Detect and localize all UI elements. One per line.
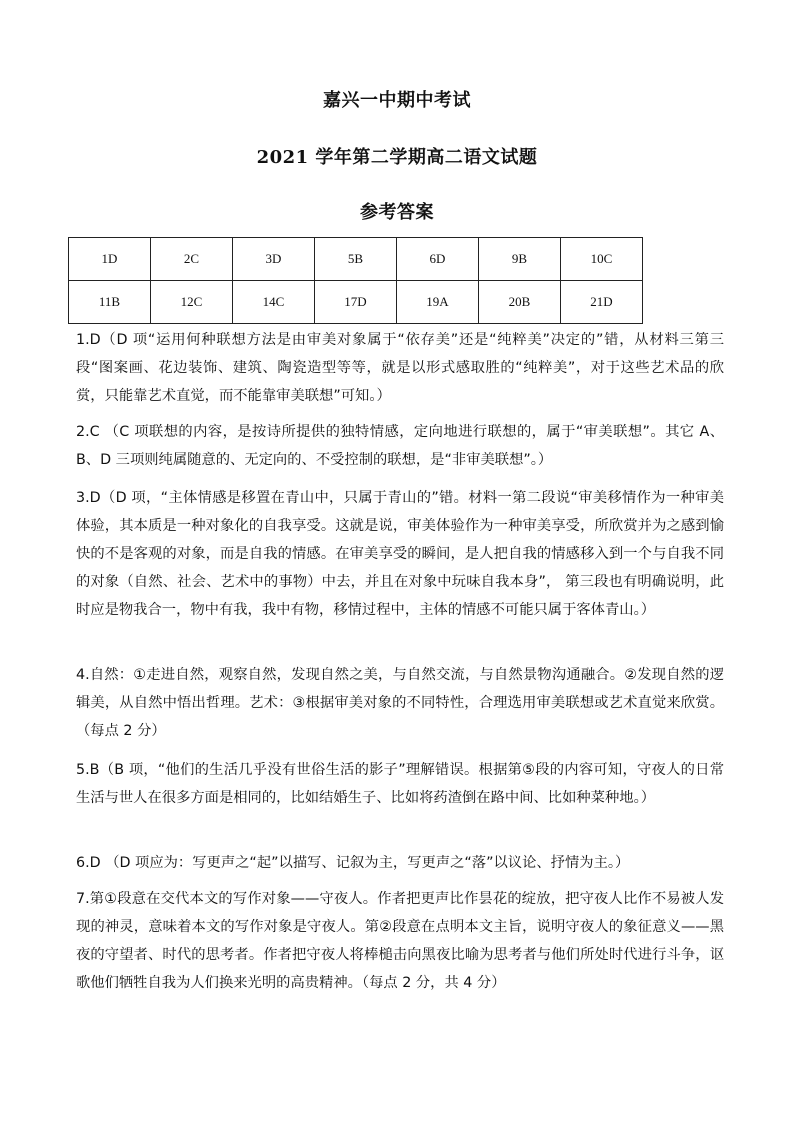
answer-key-table (68, 237, 643, 324)
answer-explanation-4: 4.自然：①走进自然，观察自然，发现自然之美，与自然交流，与自然景物沟通融合。②发现自然的逻辑美，从自然中悟出哲理。艺术：③根据审美对象的不同特性，合理选用审美联想或艺术直觉来欣赏。（每点 2 分） (76, 667, 724, 739)
table-row (69, 281, 643, 324)
answer-cell: 20B (479, 281, 561, 324)
answer-explanation-2: 2.C （C 项联想的内容，是按诗所提供的独特情感，定向地进行联想的，属于“审美联想”。其它 A、B、D 三项则纯属随意的、无定向的、不受控制的联想，是“非审美联想”。） (76, 424, 724, 468)
answer-cell: 5B (315, 238, 397, 281)
answer-cell: 19A (397, 281, 479, 324)
paper-title: 2021 学年第二学期高二语文试题 (256, 147, 538, 168)
answer-cell: 1D (69, 238, 151, 281)
answer-explanation-5: 5.B（B 项，“他们的生活几乎没有世俗生活的影子”理解错误。根据第⑤段的内容可知，守夜人的日常生活与世人在很多方面是相同的，比如结婚生子、比如将药渣倒在路中间、比如种菜种地。） (76, 762, 724, 806)
answer-cell: 11B (69, 281, 151, 324)
answer-cell: 6D (397, 238, 479, 281)
answer-explanation-6: 6.D （D 项应为：写更声之“起”以描写、记叙为主，写更声之“落”以议论、抒情为主。） (76, 855, 630, 871)
answer-cell: 3D (233, 238, 315, 281)
exam-school-title: 嘉兴一中期中考试 (323, 90, 471, 111)
answer-cell: 21D (561, 281, 643, 324)
answer-explanation-1: 1.D（D 项“运用何种联想方法是由审美对象属于“依存美”还是“纯粹美”决定的”错，从材料三第三段“图案画、花边装饰、建筑、陶瓷造型等等，就是以形式感取胜的“纯粹美”，对于这些艺术品的欣赏，只能靠艺术直觉，而不能靠审美联想”可知。） (76, 332, 724, 404)
answer-cell: 9B (479, 238, 561, 281)
answer-explanation-7: 7.第①段意在交代本文的写作对象——守夜人。作者把更声比作昙花的绽放，把守夜人比作不易被人发现的神灵，意味着本文的写作对象是守夜人。第②段意在点明本文主旨，说明守夜人的象征意义——黑夜的守望者、时代的思考者。作者把守夜人将棒槌击向黑夜比喻为思考者与他们所处时代进行斗争，讴歌他们牺牲自我为人们换来光明的高贵精神。（每点 2 分，共 4 分） (76, 891, 724, 991)
answer-heading: 参考答案 (360, 202, 434, 223)
answer-cell: 17D (315, 281, 397, 324)
answer-cell: 2C (151, 238, 233, 281)
table-row (69, 238, 643, 281)
answer-cell: 12C (151, 281, 233, 324)
answer-cell: 14C (233, 281, 315, 324)
answer-explanation-3: 3.D（D 项，“主体情感是移置在青山中，只属于青山的”错。材料一第二段说“审美移情作为一种审美体验，其本质是一种对象化的自我享受。这就是说，审美体验作为一种审美享受，所欣赏并为之感到愉快的不是客观的对象，而是自我的情感。在审美享受的瞬间，是人把自我的情感移入到一个与自我不同的对象（自然、社会、艺术中的事物）中去，并且在对象中玩味自我本身”， 第三段也有明确说明，此时应是物我合一，物中有我，我中有物，移情过程中，主体的情感不可能只属于客体青山。） (76, 490, 724, 618)
answer-cell: 10C (561, 238, 643, 281)
